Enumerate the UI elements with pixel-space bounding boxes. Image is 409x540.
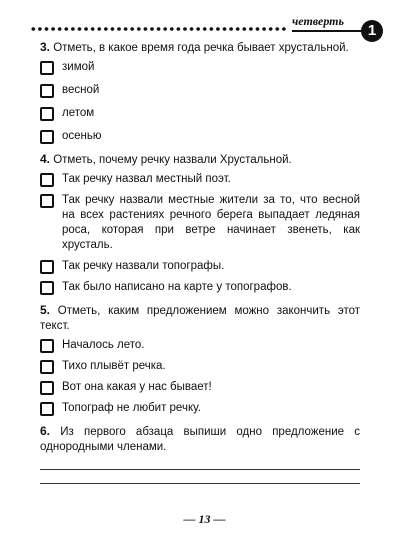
- option-label: Топограф не любит речку.: [62, 402, 201, 414]
- answer-lines[interactable]: [40, 469, 360, 484]
- answer-option[interactable]: [40, 401, 360, 416]
- checkbox-icon[interactable]: [40, 281, 54, 295]
- answer-option[interactable]: [40, 338, 360, 353]
- quarter-underline: [292, 30, 362, 32]
- question-text: [40, 303, 360, 334]
- answer-line[interactable]: [40, 469, 360, 470]
- quarter-label: четверть: [292, 14, 345, 28]
- dotted-rule: [30, 26, 288, 32]
- option-label: Так было написано на карте у топографов.: [62, 281, 292, 293]
- checkbox-icon[interactable]: [40, 61, 54, 75]
- page-header: [30, 10, 380, 38]
- answer-option[interactable]: [40, 83, 360, 98]
- checkbox-icon[interactable]: [40, 260, 54, 274]
- question-prompt: Отметь, в какое время года речка бывает хрустальной.: [53, 42, 349, 54]
- checkbox-icon[interactable]: [40, 360, 54, 374]
- option-label: Так речку назвал местный поэт.: [62, 173, 231, 185]
- checkbox-icon[interactable]: [40, 130, 54, 144]
- checkbox-icon[interactable]: [40, 173, 54, 187]
- answer-option[interactable]: [40, 259, 360, 274]
- option-label: Так речку назвали топографы.: [62, 260, 225, 272]
- answer-line[interactable]: [40, 483, 360, 484]
- answer-option[interactable]: [40, 380, 360, 395]
- question-5: [40, 303, 360, 416]
- question-number: 5.: [40, 303, 51, 317]
- option-label: летом: [62, 107, 95, 119]
- question-number: 4.: [40, 152, 51, 166]
- answer-option[interactable]: [40, 359, 360, 374]
- checkbox-icon[interactable]: [40, 402, 54, 416]
- option-label: осенью: [62, 130, 102, 142]
- question-3: [40, 40, 360, 144]
- answer-option[interactable]: [40, 129, 360, 144]
- option-label: весной: [62, 84, 100, 96]
- option-label: Тихо плывёт речка.: [62, 360, 166, 372]
- question-text: [40, 424, 360, 455]
- answer-option[interactable]: [40, 193, 360, 253]
- checkbox-icon[interactable]: [40, 339, 54, 353]
- checkbox-icon[interactable]: [40, 381, 54, 395]
- question-number: 6.: [40, 424, 51, 438]
- option-label: Вот она какая у нас бывает!: [62, 381, 212, 393]
- answer-option[interactable]: [40, 106, 360, 121]
- question-text: [40, 40, 360, 56]
- option-label: Так речку назвали местные жители за то, что весной на всех растениях речного берега выпадает ледяная роса, которая при ветре начинает звенеть, как хрусталь.: [62, 194, 360, 251]
- checkbox-icon[interactable]: [40, 107, 54, 121]
- quarter-number-badge: 1: [361, 20, 383, 42]
- question-number: 3.: [40, 40, 51, 54]
- page-number: — 13 —: [183, 512, 226, 526]
- answer-option[interactable]: [40, 172, 360, 187]
- question-prompt: Из первого абзаца выпиши одно предложение с однородными членами.: [40, 426, 360, 453]
- question-text: [40, 152, 360, 168]
- question-prompt: Отметь, почему речку назвали Хрустальной.: [53, 154, 292, 166]
- question-prompt: Отметь, каким предложением можно закончить этот текст.: [40, 305, 360, 332]
- option-label: зимой: [62, 61, 95, 73]
- option-label: Началось лето.: [62, 339, 145, 351]
- answer-option[interactable]: [40, 280, 360, 295]
- question-6: [40, 424, 360, 484]
- question-4: [40, 152, 360, 295]
- answer-option[interactable]: [40, 60, 360, 75]
- worksheet-content: [40, 40, 360, 497]
- checkbox-icon[interactable]: [40, 84, 54, 98]
- checkbox-icon[interactable]: [40, 194, 54, 208]
